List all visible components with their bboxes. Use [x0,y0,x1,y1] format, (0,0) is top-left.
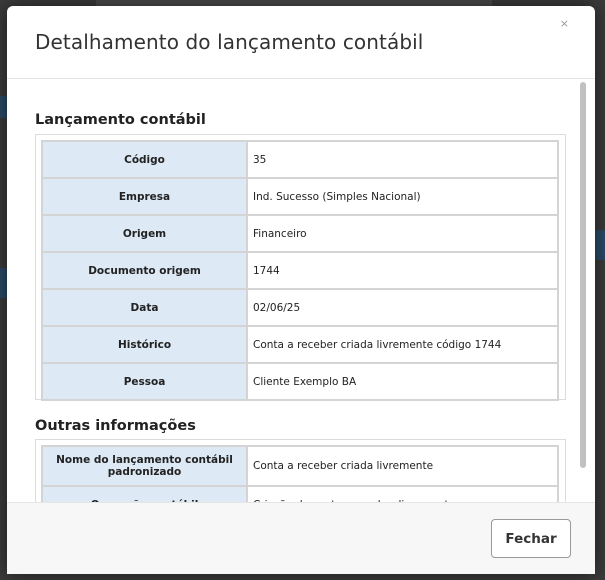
scrollbar-thumb[interactable] [580,82,586,468]
lancamento-table-wrapper [35,134,566,400]
modal-header [7,6,595,79]
table-row [42,141,558,178]
row-label: Pessoa [42,363,247,400]
scrollbar[interactable] [579,78,587,502]
section-title-outras-informacoes: Outras informações [35,418,196,434]
modal-title: Detalhamento do lançamento contábil [35,30,424,54]
table-row [42,326,558,363]
section-title-lancamento: Lançamento contábil [35,112,206,128]
row-value: Financeiro [247,215,558,252]
background-bar-left-2 [0,268,7,298]
row-value: Ind. Sucesso (Simples Nacional) [247,178,558,215]
row-label: Nome do lançamento contábil padronizado [42,446,247,486]
row-value: Cliente Exemplo BA [247,363,558,400]
close-icon[interactable]: × [559,17,569,30]
table-row [42,363,558,400]
row-label: Código [42,141,247,178]
table-row [42,178,558,215]
modal-footer [7,502,595,574]
row-value: 1744 [247,252,558,289]
background-bar-left [0,96,7,118]
table-row [42,289,558,326]
background-bar-right [595,230,605,260]
close-button[interactable]: Fechar [491,519,571,558]
lancamento-table [41,140,559,401]
row-value: Conta a receber criada livremente código 1744 [247,326,558,363]
row-label: Histórico [42,326,247,363]
table-row [42,252,558,289]
row-value: 02/06/25 [247,289,558,326]
modal-body[interactable] [19,78,586,502]
row-value: 35 [247,141,558,178]
row-value: Conta a receber criada livremente [247,446,558,486]
row-label: Origem [42,215,247,252]
detail-modal [7,6,595,574]
row-label: Data [42,289,247,326]
table-row [42,446,558,486]
table-row [42,215,558,252]
row-label: Documento origem [42,252,247,289]
row-label: Empresa [42,178,247,215]
